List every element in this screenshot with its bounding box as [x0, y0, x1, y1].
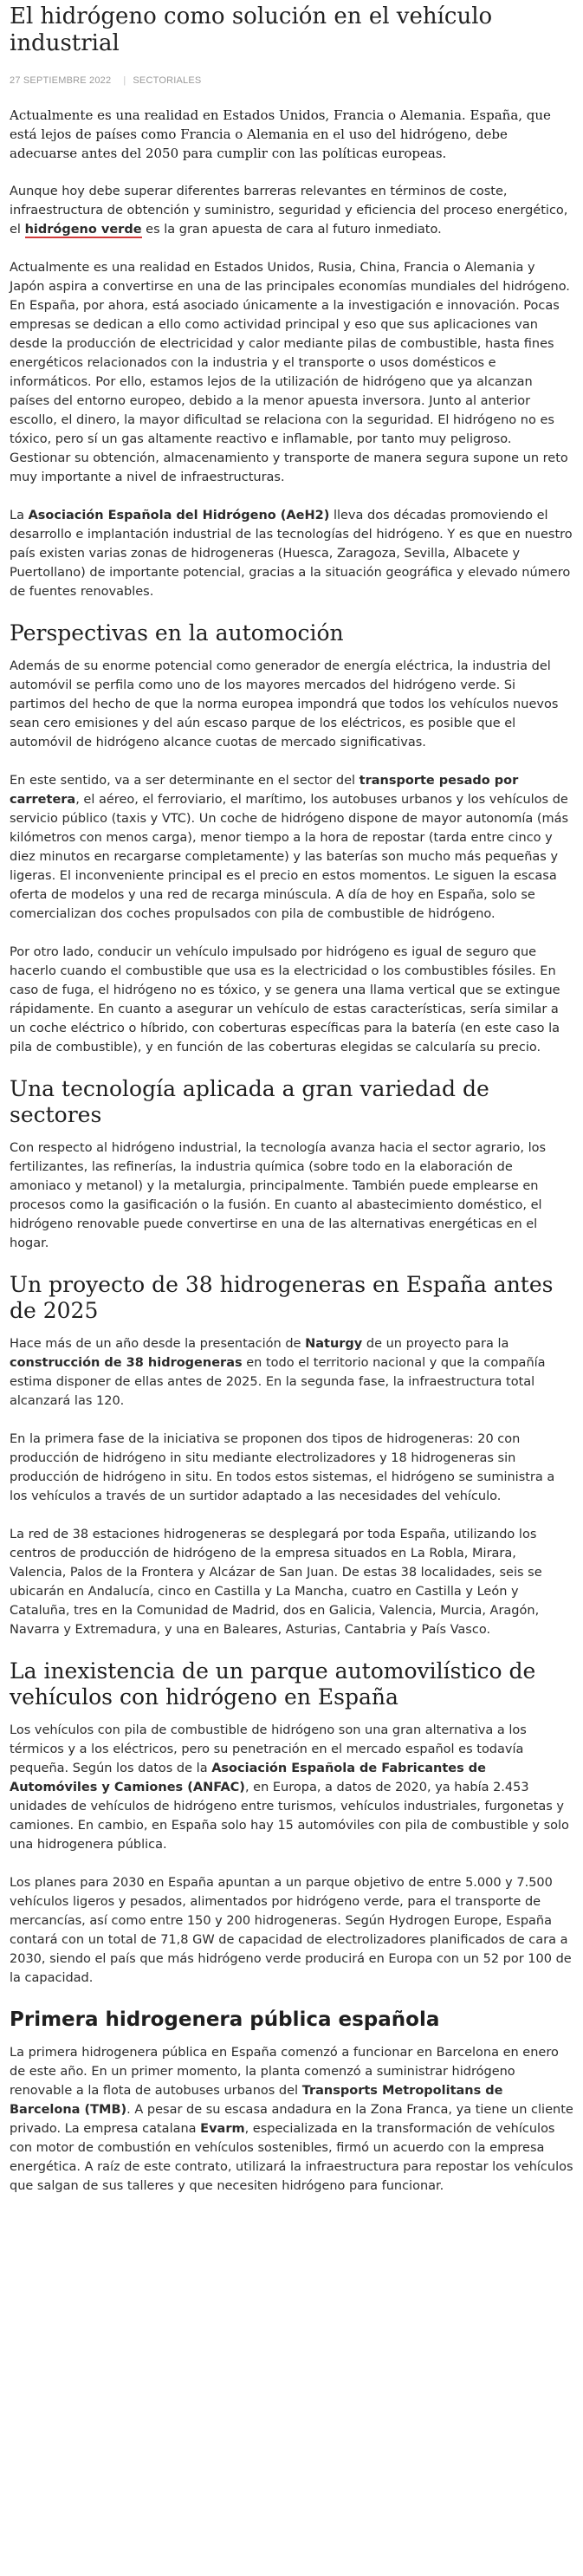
intro-paragraph-1 [10, 182, 573, 239]
article-category[interactable]: SECTORIALES [133, 75, 202, 86]
section-heading-sectores: Una tecnología aplicada a gran variedad de sectores [10, 1076, 489, 1127]
article-lead: Actualmente es una realidad en Estados Unidos, Francia o Alemania. España, que está lejos de países como Francia o Alemania en el uso del hidrógeno, debe adecuarse antes del 2050 para cumplir con las políticas europeas. [10, 107, 551, 161]
bold-text: Evarm [200, 2122, 245, 2136]
text-segment: , en Europa, a datos de 2020, ya había 2.453 unidades de vehículos de hidrógeno entre turismos, vehículos industriales, furgonetas y camiones. En cambio, en España solo hay 15 automóviles con pila de combustible y solo una hidrogenera pública. [10, 1781, 569, 1852]
text-segment: Aunque hoy debe superar diferentes barreras relevantes en términos de coste, infraestructura de obtención y suministro, seguridad y eficiencia del proceso energético, el [10, 185, 568, 237]
text-segment: es la gran apuesta de cara al futuro inmediato. [141, 223, 442, 237]
parque-paragraph-1 [10, 1721, 573, 1854]
hidrogeneras-paragraph-3: La red de 38 estaciones hidrogeneras se desplegará por toda España, utilizando los centros de producción de hidrógeno de la empresa situados en La Robla, Mirara, Valencia, Palos de la Frontera y Alcázar de San Juan. De estas 38 localidades, seis se ubicarán en Andalucía, cinco en Castilla y La Mancha, cuatro en Castilla y León y Cataluña, tres en la Comunidad de Madrid, dos en Galicia, Valencia, Murcia, Aragón, Navarra y Extremadura, y una en Baleares, Asturias, Cantabria y País Vasco. [10, 1528, 542, 1637]
bold-text: Naturgy [305, 1337, 363, 1351]
text-segment: La [10, 509, 29, 522]
automocion-paragraph-3: Por otro lado, conducir un vehículo impulsado por hidrógeno es igual de seguro que hacerlo cuando el combustible que usa es la electricidad o los combustibles fósiles. En caso de fuga, el hidrógeno no es tóxico, y se genera una llama vertical que se extingue rápidamente. En cuanto a asegurar un vehículo de estas características, sería similar a un coche eléctrico o híbrido, con coberturas específicas para la batería (en este caso la pila de combustible), y en función de las coberturas elegidas se calcularía su precio. [10, 945, 560, 1054]
automocion-paragraph-2 [10, 771, 573, 924]
intro-paragraph-3 [10, 506, 573, 601]
bold-text: Asociación Española de Fabricantes de Automóviles y Camiones (ANFAC) [10, 1762, 486, 1794]
text-segment: , especializada en la transformación de vehículos con motor de combustión en vehículos sostenibles, firmó un acuerdo con la empresa energética. A raíz de este contrato, utilizará la infraestructura para repostar los vehículos que salgan de sus talleres y que necesiten hidrógeno para funcionar. [10, 2122, 573, 2193]
parque-paragraph-2: Los planes para 2030 en España apuntan a un parque objetivo de entre 5.000 y 7.500 vehículos ligeros y pesados, alimentados por hidrógeno verde, para el transporte de mercancías, así como entre 150 y 200 hidrogeneras. Según Hydrogen Europe, España contará con un total de 71,8 GW de capacidad de electrolizadores planificados de cara a 2030, siendo el país que más hidrógeno verde producirá en Europa con un 52 por 100 de la capacidad. [10, 1876, 572, 1985]
text-segment: . A pesar de su escasa andadura en la Zona Franca, ya tiene un cliente privado. La empresa catalana [10, 2103, 573, 2136]
bold-text: Transports Metropolitans de Barcelona (TMB) [10, 2084, 503, 2117]
text-segment: Hace más de un año desde la presentación de [10, 1337, 306, 1351]
text-segment: de un proyecto para la [362, 1337, 509, 1351]
bold-text: transporte pesado por carretera [10, 774, 519, 807]
hidrogeno-verde-link[interactable]: hidrógeno verde [24, 223, 142, 237]
hidrogeneras-paragraph-1 [10, 1334, 573, 1411]
automocion-paragraph-1: Además de su enorme potencial como generador de energía eléctrica, la industria del automóvil se perfila como uno de los mayores mercados del hidrógeno verde. Si partimos del hecho de que la norma europea impondrá que todos los vehículos nuevos sean cero emisiones y del aún escaso parque de los eléctricos, es posible que el automóvil de hidrógeno alcance cuotas de mercado significativas. [10, 659, 559, 749]
section-heading-hidrogeneras: Un proyecto de 38 hidrogeneras en España antes de 2025 [10, 1272, 554, 1323]
hidrogeneras-paragraph-2: En la primera fase de la iniciativa se proponen dos tipos de hidrogeneras: 20 con producción de hidrógeno in situ mediante electrolizadores y 18 hidrogeneras sin producción de hidrógeno in situ. En todos estos sistemas, el hidrógeno se suministra a los vehículos a través de un surtidor adaptado a las necesidades del vehículo. [10, 1432, 555, 1503]
section-heading-primera-hidrogenera: Primera hidrogenera pública española [10, 2008, 440, 2031]
text-segment: En este sentido, va a ser determinante en el sector del [10, 774, 360, 788]
text-segment: lleva dos décadas promoviendo el desarrollo e implantación industrial de las tecnologías del hidrógeno. Y es que en nuestro país existen varias zonas de hidrogeneras (Huesca, Zaragoza, Sevilla, Albacete y Puertollano) de importante potencial, gracias a la situación geográfica y elevado número de fuentes renovables. [10, 509, 573, 599]
text-segment: Los vehículos con pila de combustible de hidrógeno son una gran alternativa a los térmicos y a los eléctricos, pero su penetración en el mercado español es todavía pequeña. Según los datos de la [10, 1723, 527, 1775]
primera-hidrogenera-paragraph-1 [10, 2043, 573, 2196]
article-title: El hidrógeno como solución en el vehículo industrial [10, 3, 493, 56]
text-segment: La primera hidrogenera pública en España comenzó a funcionar en Barcelona en enero de este año. En un primer momento, la planta comenzó a suministrar hidrógeno renovable a la flota de autobuses urbanos del [10, 2046, 559, 2098]
bold-text: construcción de 38 hidrogeneras [10, 1356, 243, 1370]
section-heading-parque: La inexistencia de un parque automovilístico de vehículos con hidrógeno en España [10, 1658, 536, 1710]
article-meta [10, 71, 573, 90]
section-heading-automocion: Perspectivas en la automoción [10, 620, 344, 646]
article-date: 27 SEPTIEMBRE 2022 [10, 75, 112, 86]
text-segment: en todo el territorio nacional y que la compañía estima disponer de ellas antes de 2025. En la segunda fase, la infraestructura total alcanzará las 120. [10, 1356, 546, 1408]
intro-paragraph-2: Actualmente es una realidad en Estados Unidos, Rusia, China, Francia o Alemania y Japón aspira a convertirse en una de las principales economías mundiales del hidrógeno. En España, por ahora, está asociado únicamente a la investigación e innovación. Pocas empresas se dedican a ello como actividad principal y eso que sus aplicaciones van desde la producción de electricidad y calor mediante pilas de combustible, hasta fines energéticos relacionados con la industria y el transporte o usos domésticos e informáticos. Por ello, estamos lejos de la utilización de hidrógeno que ya alcanzan países del entorno europeo, debido a la menor apuesta inversora. Junto al anterior escollo, el dinero, la mayor dificultad se relaciona con la seguridad. El hidrógeno no es tóxico, pero sí un gas altamente reactivo e inflamable, por tanto muy peligroso. Gestionar su obtención, almacenamiento y transporte de manera segura supone un reto muy importante a nivel de infraestructuras. [10, 261, 570, 484]
text-segment: , el aéreo, el ferroviario, el marítimo, los autobuses urbanos y los vehículos de servicio público (taxis y VTC). Un coche de hidrógeno dispone de mayor autonomía (más kilómetros con menos carga), menor tiempo a la hora de repostar (tarda entre cinco y diez minutos en recargarse completamente) y las baterías son mucho más pequeñas y ligeras. El inconveniente principal es el precio en estos momentos. Le siguen la escasa oferta de modelos y una red de recarga minúscula. A día de hoy en España, solo se comercializan dos coches propulsados con pila de combustible de hidrógeno. [10, 793, 569, 921]
bold-text: Asociación Española del Hidrógeno (AeH2) [28, 509, 330, 522]
meta-separator: | [123, 75, 126, 86]
sectores-paragraph-1: Con respecto al hidrógeno industrial, la tecnología avanza hacia el sector agrario, los fertilizantes, las refinerías, la industria química (sobre todo en la elaboración de amoniaco y metanol) y la metalurgia, principalmente. También puede emplearse en procesos como la gasificación o la fusión. En cuanto al abastecimiento doméstico, el hidrógeno renovable puede convertirse en una de las alternativas energéticas en el hogar. [10, 1141, 547, 1250]
